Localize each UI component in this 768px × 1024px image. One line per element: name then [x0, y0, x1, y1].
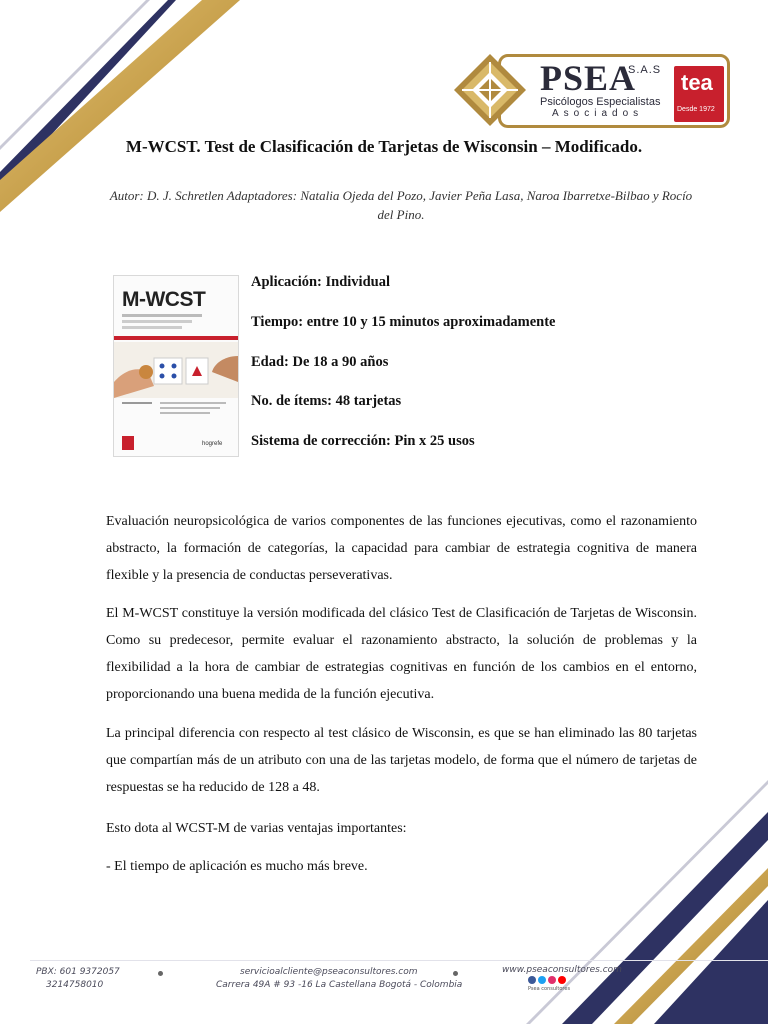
spec-application: Aplicación: Individual	[251, 274, 390, 290]
footer-separator-dot	[158, 971, 163, 976]
facebook-icon[interactable]	[528, 976, 536, 984]
footer-divider	[30, 960, 768, 961]
brand-tagline-2: Asociados	[552, 108, 644, 119]
footer-pbx: PBX: 601 9372057	[36, 967, 120, 977]
footer-social-handle: Psea consultores	[528, 986, 571, 992]
spec-time: Tiempo: entre 10 y 15 minutos aproximadamente	[251, 314, 556, 330]
tea-since: Desde 1972	[677, 106, 715, 113]
tea-word: tea	[681, 70, 713, 95]
product-cover-image	[113, 275, 239, 457]
page-title: M-WCST. Test de Clasificación de Tarjetas de Wisconsin – Modificado.	[125, 137, 643, 156]
tea-mini-logo-icon	[122, 436, 134, 450]
cover-title: M-WCST	[122, 288, 206, 311]
paragraph-1: Evaluación neuropsicológica de varios componentes de las funciones ejecutivas, como el razonamiento abstracto, la formación de categorías, la capacidad para cambiar de estrategia cognitiva de manera flexible y la presencia de conductas perseverativas.	[106, 514, 697, 583]
paragraph-4: Esto dota al WCST-M de varias ventajas importantes:	[106, 821, 407, 836]
footer-email-link[interactable]: servicioalcliente@pseaconsultores.com	[240, 967, 418, 977]
cards-hands-photo	[114, 342, 238, 398]
social-icons	[528, 976, 566, 984]
youtube-icon[interactable]	[558, 976, 566, 984]
footer-address: Carrera 49A # 93 -16 La Castellana Bogotá - Colombia	[216, 980, 463, 990]
twitter-icon[interactable]	[538, 976, 546, 984]
brand-suffix: S.A.S	[628, 64, 662, 76]
spec-items: No. de ítems: 48 tarjetas	[251, 393, 402, 409]
brand-tagline-1: Psicólogos Especialistas	[540, 96, 661, 108]
psea-diamond-emblem-icon	[454, 54, 526, 126]
spec-age: Edad: De 18 a 90 años	[251, 354, 389, 370]
brand-name: PSEA	[540, 58, 637, 98]
tea-logo	[674, 66, 724, 122]
publisher-name: hogrefe	[202, 441, 223, 447]
author-line: Autor: D. J. Schretlen Adaptadores: Natalia Ojeda del Pozo, Javier Peña Lasa, Naroa Ibarretxe-Bilbao y Rocío del Pino.	[109, 188, 693, 222]
paragraph-3: La principal diferencia con respecto al test clásico de Wisconsin, es que se han eliminado las 80 tarjetas que compartían más de un atributo con una de las tarjetas modelo, de forma que el número de tarjetas de respuestas se ha reducido de 128 a 48.	[106, 726, 697, 795]
footer-website-link[interactable]: www.pseaconsultores.com	[502, 965, 622, 975]
paragraph-5: - El tiempo de aplicación es mucho más breve.	[106, 859, 368, 874]
instagram-icon[interactable]	[548, 976, 556, 984]
footer-mobile: 3214758010	[46, 980, 104, 990]
spec-scoring: Sistema de corrección: Pin x 25 usos	[251, 433, 475, 449]
top-left-gold-stripe	[0, 0, 240, 212]
footer-separator-dot	[453, 971, 458, 976]
psea-tea-logo	[448, 48, 738, 134]
paragraph-2: El M-WCST constituye la versión modificada del clásico Test de Clasificación de Tarjetas de Wisconsin. Como su predecesor, permite evaluar el razonamiento abstracto, la solución de problemas y la flexibilidad a la hora de cambiar de estrategias cognitivas en función de los cambios en el entorno, proporcionando una buena medida de la función ejecutiva.	[106, 606, 697, 702]
